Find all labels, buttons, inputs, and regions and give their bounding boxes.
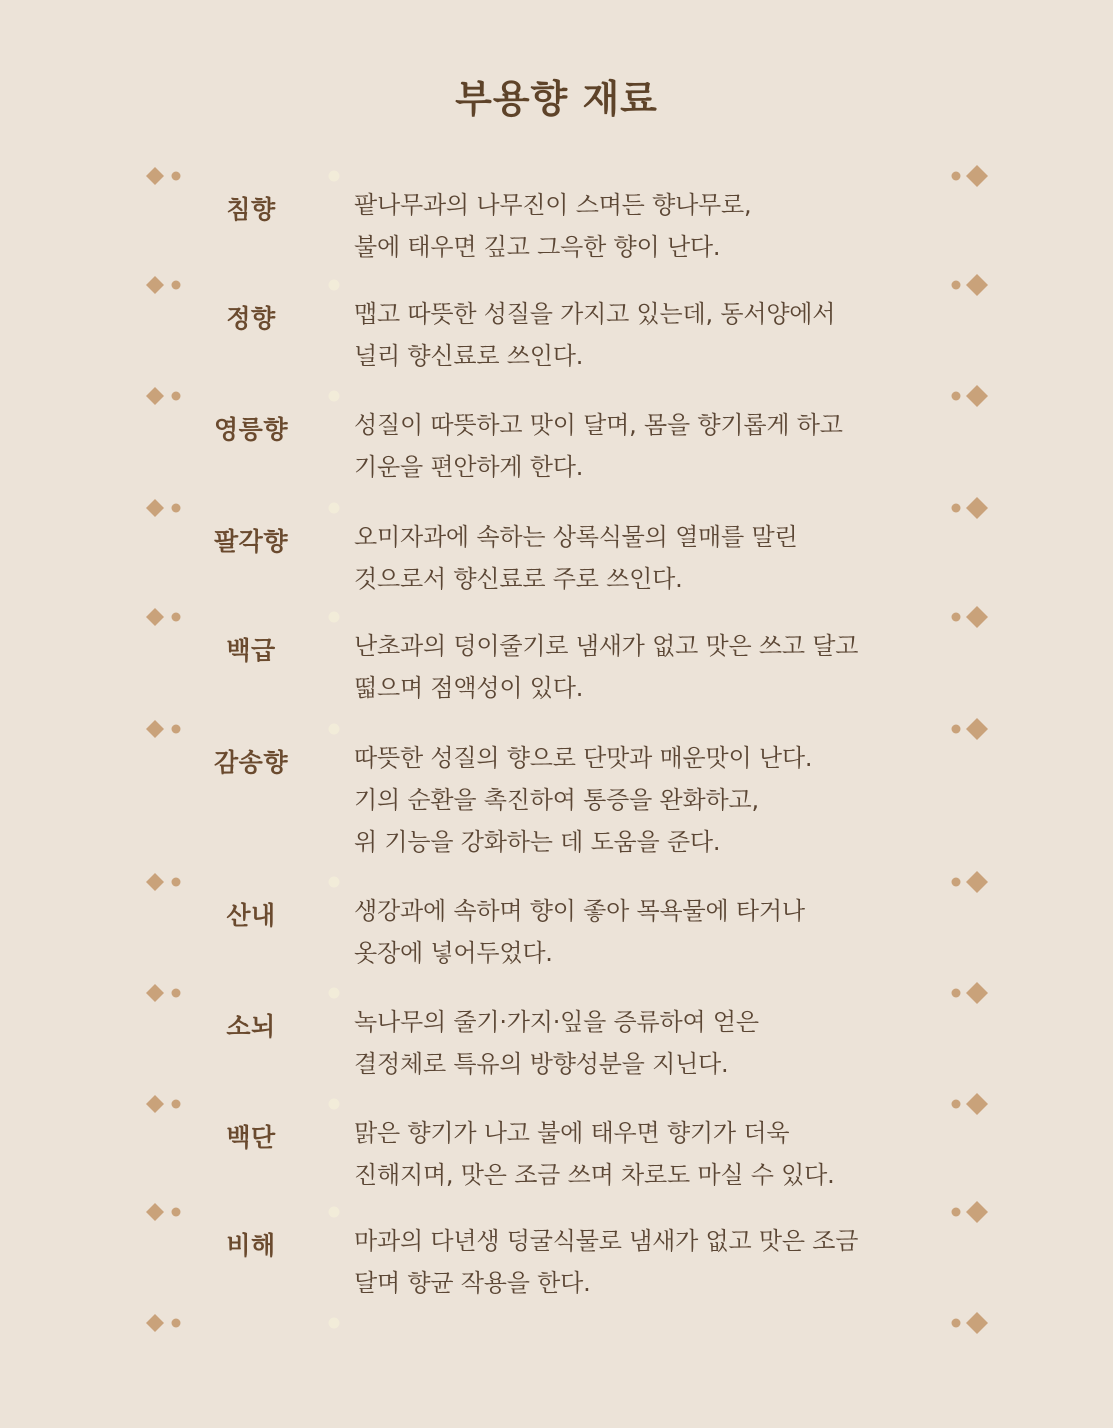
ingredient-name: 산내: [226, 901, 276, 930]
ingredient-name: 정향: [226, 304, 276, 333]
description-line: 불에 태우면 깊고 그윽한 향이 난다.: [354, 233, 721, 261]
description-line: 맵고 따뜻한 성질을 가지고 있는데, 동서양에서: [354, 300, 836, 328]
description-line: 달며 향균 작용을 한다.: [354, 1269, 591, 1297]
ingredient-name: 팔각향: [214, 527, 288, 556]
ingredient-description: [354, 625, 974, 709]
description-line: 맑은 향기가 나고 불에 태우면 향기가 더욱: [354, 1119, 790, 1147]
description-line: 결정체로 특유의 방향성분을 지닌다.: [354, 1050, 729, 1078]
ingredient-description: [354, 184, 974, 268]
ingredient-description: [354, 1220, 974, 1304]
ingredient-description: [354, 737, 974, 863]
ingredient-name: 비해: [226, 1231, 276, 1260]
ingredient-name: 백급: [226, 636, 276, 665]
description-line: 것으로서 향신료로 주로 쓰인다.: [354, 565, 683, 593]
description-line: 따뜻한 성질의 향으로 단맛과 매운맛이 난다.: [354, 744, 813, 772]
description-line: 위 기능을 강화하는 데 도움을 준다.: [354, 828, 721, 856]
description-line: 마과의 다년생 덩굴식물로 냄새가 없고 맛은 조금: [354, 1227, 859, 1255]
page-title: 부용향 재료: [455, 77, 658, 121]
description-line: 팥나무과의 나무진이 스며든 향나무로,: [354, 191, 752, 219]
description-line: 생강과에 속하며 향이 좋아 목욕물에 타거나: [354, 897, 805, 925]
description-line: 녹나무의 줄기·가지·잎을 증류하여 얻은: [354, 1008, 759, 1036]
description-line: 기운을 편안하게 한다.: [354, 453, 584, 481]
ingredient-description: [354, 1001, 974, 1085]
ingredient-name: 영릉향: [214, 415, 288, 444]
ingredient-name: 감송향: [214, 748, 288, 777]
ingredient-name: 침향: [226, 195, 276, 224]
ingredient-description: [354, 516, 974, 600]
ingredient-description: [354, 293, 974, 377]
description-line: 성질이 따뜻하고 맛이 달며, 몸을 향기롭게 하고: [354, 411, 843, 439]
description-line: 옷장에 넣어두었다.: [354, 939, 553, 967]
description-line: 널리 향신료로 쓰인다.: [354, 342, 584, 370]
ingredient-name: 소뇌: [226, 1012, 276, 1041]
description-line: 오미자과에 속하는 상록식물의 열매를 말린: [354, 523, 798, 551]
description-line: 떫으며 점액성이 있다.: [354, 674, 584, 702]
description-line: 기의 순환을 촉진하여 통증을 완화하고,: [354, 786, 759, 814]
description-line: 난초과의 덩이줄기로 냄새가 없고 맛은 쓰고 달고: [354, 632, 859, 660]
ingredient-description: [354, 1112, 974, 1196]
description-line: 진해지며, 맛은 조금 쓰며 차로도 마실 수 있다.: [354, 1161, 835, 1189]
ingredient-description: [354, 890, 974, 974]
ingredient-name: 백단: [226, 1123, 276, 1152]
ornamental-divider: [144, 1305, 990, 1341]
ingredient-description: [354, 404, 974, 488]
